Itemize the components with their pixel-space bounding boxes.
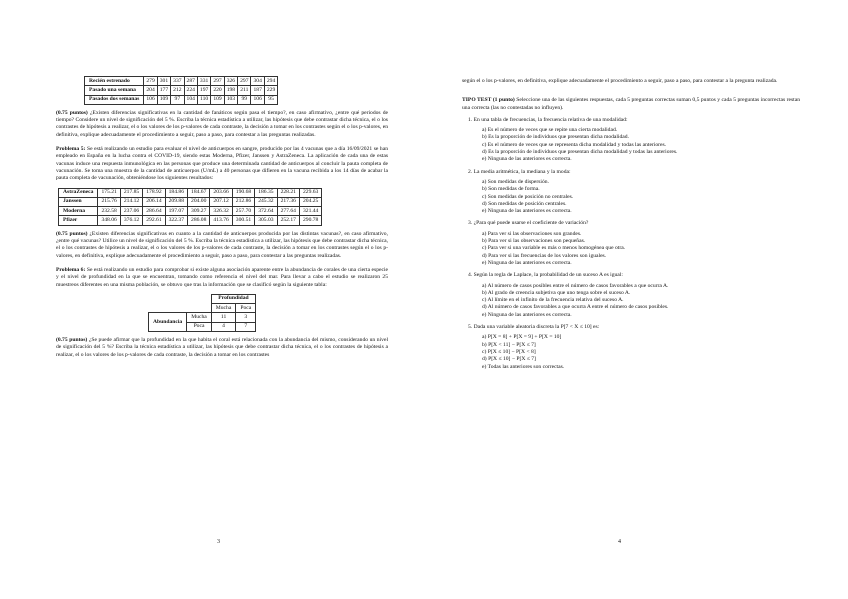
table-cell: 184.86: [165, 188, 187, 197]
table-cell: 178.92: [143, 188, 165, 197]
col-header: Mucha: [211, 304, 236, 313]
table-cell: 3: [236, 313, 256, 322]
row-header: Recién estrenado: [85, 77, 144, 86]
table-cell: 304: [251, 77, 264, 86]
table-cell: 197: [197, 86, 210, 95]
table-cell: 187: [251, 86, 264, 95]
test-question: [468, 220, 800, 227]
answer-option[interactable]: [482, 186, 800, 193]
option-text: P[X < 11] − P[X ≤ 7]: [488, 341, 536, 348]
answer-option[interactable]: [482, 142, 800, 149]
option-text: Es el número de veces que se representa dicha modalidad y todas las anteriores.: [487, 141, 667, 148]
option-text: P[X ≤ 10] − P[X < 8]: [487, 348, 536, 355]
question-text: ¿Para qué puede usarse el coeficiente de variación?: [473, 220, 589, 227]
question-fans: (0.75 puntos) ¿Existen diferencias significativas en la cantidad de fanáticos según pasa el tiempo?, en caso afirmativo, ¿entre qué periodos de tiempo? Considere un nivel de significación del 5 %. Escriba la técnica estadística a utilizar, las hipótesis que debe contrastar dicha técnica, el o los contrastes de hipótesis a realizar, el o los valores de los p-valores de cada contraste, la decisión a tomar en los contrastes según el o los p-valores, en definitiva, explique adecuadamente el procedimiento a seguir, paso a paso, para contestar a las preguntas realizadas.: [56, 109, 389, 138]
table-cell: 211: [238, 86, 251, 95]
option-letter: c): [482, 297, 487, 304]
option-text: Todas las anteriores son correctas.: [487, 363, 565, 370]
question-text: En una tabla de frecuencias, la frecuencia relativa de una modalidad:: [473, 116, 628, 123]
option-text: P[X = 8] + P[X = 9] + P[X = 10]: [487, 334, 562, 341]
table-cell: 99: [238, 95, 251, 104]
table-cell: 257.70: [232, 207, 254, 216]
right-column: [462, 78, 800, 371]
answer-option[interactable]: [482, 356, 800, 363]
table-cell: 197.07: [165, 207, 187, 216]
table-cell: 301: [157, 77, 170, 86]
table-cell: 245.32: [255, 197, 277, 206]
option-text: Al grado de creencia subjetiva que uno tenga sobre el suceso A.: [487, 289, 631, 296]
answer-option[interactable]: [482, 231, 800, 238]
problem-5: Problema 5: Se está realizando un estudio para evaluar el nivel de anticuerpos en sangre, producido por las 4 vacunas que a día 16/09/2021 se han empleado en España en la lucha contra el COVID-19, siendo estas Moderna, Pfizer, Janssen y AstraZeneca. La aplicación de cada una de estas vacunas induce una respuesta inmunológica en las personas que produce una determinada cantidad de anticuerpos al concluir la pauta completa de vacunación. Se toma una muestra de la cantidad de anticuerpos (U/mL) a 40 personas que difieren en la vacuna recibida a los 14 días de acabar la pauta completa de vacunación, obteniéndose los siguientes resultados:: [56, 146, 389, 182]
table-cell: 190.68: [232, 188, 254, 197]
option-letter: c): [482, 348, 487, 355]
table-cell: 204.00: [188, 197, 210, 206]
option-text: Ninguna de las anteriores es correcta.: [487, 311, 572, 318]
answer-option[interactable]: [482, 156, 800, 163]
fan-table: [84, 76, 278, 105]
vaccine-table: [58, 188, 322, 226]
answer-option[interactable]: [482, 245, 800, 252]
table-row: [85, 86, 278, 95]
option-letter: e): [482, 156, 487, 163]
right-page: [424, 0, 848, 599]
table-cell: 203.66: [210, 188, 232, 197]
table-cell: 7: [236, 322, 256, 331]
option-letter: b): [482, 289, 487, 296]
table-cell: 326: [224, 77, 237, 86]
answer-option[interactable]: [482, 342, 800, 349]
question-vaccines: (0.75 puntos) ¿Existen diferencias significativas en cuanto a la cantidad de anticuerpos producida por las distintas vacunas?, en caso afirmativo, ¿entre qué vacunas? Utilice un nivel de significación del 5 %. Escriba la técnica estadística a utilizar, las hipótesis que debe contrastar dicha técnica, el o los contrastes de hipótesis a realizar, el o los valores de los p-valores de cada contraste, la decisión a tomar en los contrastes según el o los p-valores, en definitiva, explique adecuadamente el procedimiento a seguir, paso a paso, para contestar a las preguntas realizadas.: [56, 230, 388, 259]
option-letter: b): [482, 186, 487, 193]
answer-option[interactable]: [482, 364, 800, 371]
test-question: [468, 324, 800, 331]
table-cell: 215.76: [98, 197, 120, 206]
test-question: [468, 272, 800, 279]
option-letter: b): [482, 134, 487, 141]
table-cell: 279: [144, 77, 157, 86]
option-text: Son medidas de posición centrales.: [488, 200, 567, 207]
table-cell: 300.51: [232, 216, 254, 225]
table-cell: 237.06: [120, 207, 142, 216]
option-letter: e): [482, 208, 487, 215]
option-letter: a): [482, 230, 487, 237]
table-row: [59, 207, 322, 216]
table-cell: 198: [224, 86, 237, 95]
option-letter: a): [482, 282, 487, 289]
option-letter: d): [482, 304, 487, 311]
table-cell: 217.85: [120, 188, 142, 197]
question-number: 1.: [468, 116, 473, 123]
option-text: Es la proporción de individuos que presentan dicha modalidad y todas las anteriores.: [488, 149, 678, 156]
table-cell: 206.14: [143, 197, 165, 206]
table-cell: 212.86: [232, 197, 254, 206]
points-label: (0.75 puntos): [56, 230, 88, 237]
table-cell: 297: [211, 77, 224, 86]
table-cell: 229.63: [299, 188, 321, 197]
option-text: P[X ≤ 10] − P[X ≤ 7]: [488, 356, 536, 363]
test-question: [468, 169, 800, 176]
table-cell: 232.58: [98, 207, 120, 216]
table-cell: 212: [171, 86, 184, 95]
table-cell: 290.78: [299, 216, 321, 225]
option-text: Es la proporción de individuos que presentan dicha modalidad.: [488, 134, 629, 141]
question-number: 4.: [468, 272, 473, 279]
test-title: TIPO TEST: [462, 97, 492, 104]
option-letter: c): [482, 193, 487, 200]
table-cell: 252.17: [277, 216, 299, 225]
table-cell: 220: [211, 86, 224, 95]
question-number: 5.: [468, 324, 473, 331]
question-corals: (0.75 puntos) ¿Se puede afirmar que la profundidad en la que habita el coral está relacionada con la abundancia del mismo, considerando un nivel de significación del 5 %? Escriba la técnica estadística a utilizar, las hipótesis que debe contrastar dicha técnica, el o los contrastes de hipótesis a realizar, el o los valores de los p-valores de cada contraste, la decisión a tomar en los contrastes: [56, 337, 388, 358]
option-letter: d): [482, 149, 487, 156]
table-cell: 204: [144, 86, 157, 95]
answer-option[interactable]: [482, 134, 800, 141]
answer-option[interactable]: [482, 260, 800, 267]
table-cell: 4: [211, 322, 236, 331]
table-cell: 228.21: [277, 188, 299, 197]
option-letter: b): [482, 238, 487, 245]
option-letter: e): [482, 363, 487, 370]
question-text: La media aritmética, la mediana y la moda:: [473, 168, 571, 175]
table-cell: 292.61: [143, 216, 165, 225]
table-cell: 106: [144, 95, 157, 104]
table-row: [59, 197, 322, 206]
option-letter: d): [482, 200, 487, 207]
continuation-text: según el o los p-valores, en definitiva, explique adecuadamente el procedimiento a seguir, paso a paso, para contestar a la pregunta realizada.: [462, 78, 778, 84]
question-number: 3.: [468, 220, 473, 227]
table-cell: 376.12: [120, 216, 142, 225]
table-cell: 217.36: [277, 197, 299, 206]
table-cell: 331: [197, 77, 210, 86]
table-cell: 286.64: [143, 207, 165, 216]
row-header: Pfizer: [59, 216, 98, 225]
table-row: [59, 216, 322, 225]
col-group-header: Profundidad: [211, 294, 255, 303]
table-cell: 294: [264, 77, 277, 86]
problem-title: Problema 6:: [56, 266, 86, 273]
option-letter: c): [482, 141, 487, 148]
option-text: Al límite en el infinito de la frecuencia relativa del suceso A.: [487, 297, 624, 304]
test-intro: TIPO TEST (1 punto) Seleccione una de las siguientes respuestas, cada 5 preguntas correctas suman 0,5 puntos y cada 5 preguntas incorrectas restan una correcta (las no contestadas no influyen).: [462, 97, 801, 111]
table-cell: 104: [184, 95, 197, 104]
page-number: 4: [618, 539, 621, 545]
table-cell: 287: [184, 77, 197, 86]
table-cell: 106: [251, 95, 264, 104]
table-cell: 214.12: [120, 197, 142, 206]
question-text: Dada una variable aleatoria discreta la P[7 < X ≤ 10] es:: [473, 324, 600, 331]
row-header: Pasado una semana: [85, 86, 144, 95]
answer-option[interactable]: [482, 208, 800, 215]
option-text: Ninguna de las anteriores es correcta.: [487, 156, 572, 163]
points-label: (0.75 puntos): [56, 337, 88, 344]
test-questions: [462, 112, 800, 371]
table-cell: 204.25: [299, 197, 321, 206]
table-cell: 348.06: [98, 216, 120, 225]
table-cell: 207.12: [210, 197, 232, 206]
option-text: Para ver si las observaciones son grandes.: [487, 230, 582, 237]
table-cell: 297: [238, 77, 251, 86]
points-label: (0.75 puntos): [56, 109, 88, 116]
option-text: Son medidas de dispersión.: [487, 178, 549, 185]
points-label: (1 punto): [492, 97, 515, 104]
table-cell: 109: [211, 95, 224, 104]
option-text: Para ver si una variable es más o menos homogénea que otra.: [487, 245, 626, 252]
option-letter: e): [482, 311, 487, 318]
option-text: Es el número de veces que se repite una cierta modalidad.: [487, 127, 618, 134]
option-letter: d): [482, 252, 487, 259]
answer-option[interactable]: [482, 253, 800, 260]
option-letter: b): [482, 341, 487, 348]
table-cell: 229: [264, 86, 277, 95]
option-text: Son medidas de forma.: [488, 186, 540, 193]
table-cell: 175.21: [98, 188, 120, 197]
table-cell: 184.67: [188, 188, 210, 197]
row-header: Mucha: [187, 313, 212, 322]
left-column: [56, 76, 388, 359]
table-cell: 11: [211, 313, 236, 322]
row-header: Moderna: [59, 207, 98, 216]
page-number: 3: [217, 539, 220, 545]
table-row: [85, 77, 278, 86]
answer-option[interactable]: [482, 334, 800, 341]
question-text: Según la regla de Laplace, la probabilidad de un suceso A es igual:: [473, 272, 623, 279]
option-text: Al número de casos favorables a que ocurra A entre el número de casos posibles.: [487, 304, 669, 311]
answer-option[interactable]: [482, 283, 800, 290]
table-cell: 305.03: [255, 216, 277, 225]
answer-option[interactable]: [482, 312, 800, 319]
option-text: Para ver si las frecuencias de los valores son iguales.: [488, 252, 607, 259]
row-header: AstraZeneca: [59, 188, 98, 197]
option-letter: e): [482, 259, 487, 266]
option-text: Son medidas de posición no centrales.: [487, 193, 574, 200]
option-text: Al número de casos posibles entre el número de casos favorables a que ocurra A.: [487, 282, 669, 289]
table-cell: 372.64: [255, 207, 277, 216]
option-letter: a): [482, 334, 487, 341]
table-cell: 286.08: [188, 216, 210, 225]
contingency-table: [148, 294, 256, 332]
table-cell: 177: [157, 86, 170, 95]
table-row: [85, 95, 278, 104]
table-cell: 326.32: [210, 207, 232, 216]
table-row: [59, 188, 322, 197]
answer-option[interactable]: [482, 194, 800, 201]
col-header: Poca: [236, 304, 256, 313]
problem-6: Problema 6: Se está realizando un estudio para comprobar si existe alguna asociación aparente entre la abundancia de corales de una cierta especie y el nivel de profundidad en la que se encuentran, tomando como referencia el nivel del mar. Para llevar a cabo el estudio se realizaron 25 muestreos diferentes en una misma población, se obtuvo que tras la información que se clasificó según la siguiente tabla:: [56, 266, 388, 288]
table-cell: 109: [157, 95, 170, 104]
table-cell: 337: [171, 77, 184, 86]
option-text: Para ver si las observaciones son pequeñas.: [488, 238, 586, 245]
row-header: Janssen: [59, 197, 98, 206]
option-letter: c): [482, 245, 487, 252]
option-text: Ninguna de las anteriores es correcta.: [487, 259, 572, 266]
row-header: Pasados dos semanas: [85, 95, 144, 104]
table-cell: 321.44: [299, 207, 321, 216]
table-cell: 322.37: [165, 216, 187, 225]
table-cell: 103: [224, 95, 237, 104]
option-text: Ninguna de las anteriores es correcta.: [487, 208, 572, 215]
table-cell: 224: [184, 86, 197, 95]
table-cell: 413.76: [210, 216, 232, 225]
answer-option[interactable]: [482, 304, 800, 311]
table-cell: 309.27: [188, 207, 210, 216]
test-question: [468, 117, 800, 124]
problem-title: Problema 5:: [56, 146, 86, 153]
option-letter: a): [482, 127, 487, 134]
row-header: Poca: [187, 322, 212, 331]
option-letter: d): [482, 356, 487, 363]
option-letter: a): [482, 178, 487, 185]
table-cell: 97: [171, 95, 184, 104]
table-cell: 110: [197, 95, 210, 104]
table-cell: 186.35: [255, 188, 277, 197]
table-cell: 277.64: [277, 207, 299, 216]
table-cell: 209.88: [165, 197, 187, 206]
row-group-header: Abundancia: [149, 313, 187, 332]
question-number: 2.: [468, 168, 473, 175]
table-cell: 95: [264, 95, 277, 104]
